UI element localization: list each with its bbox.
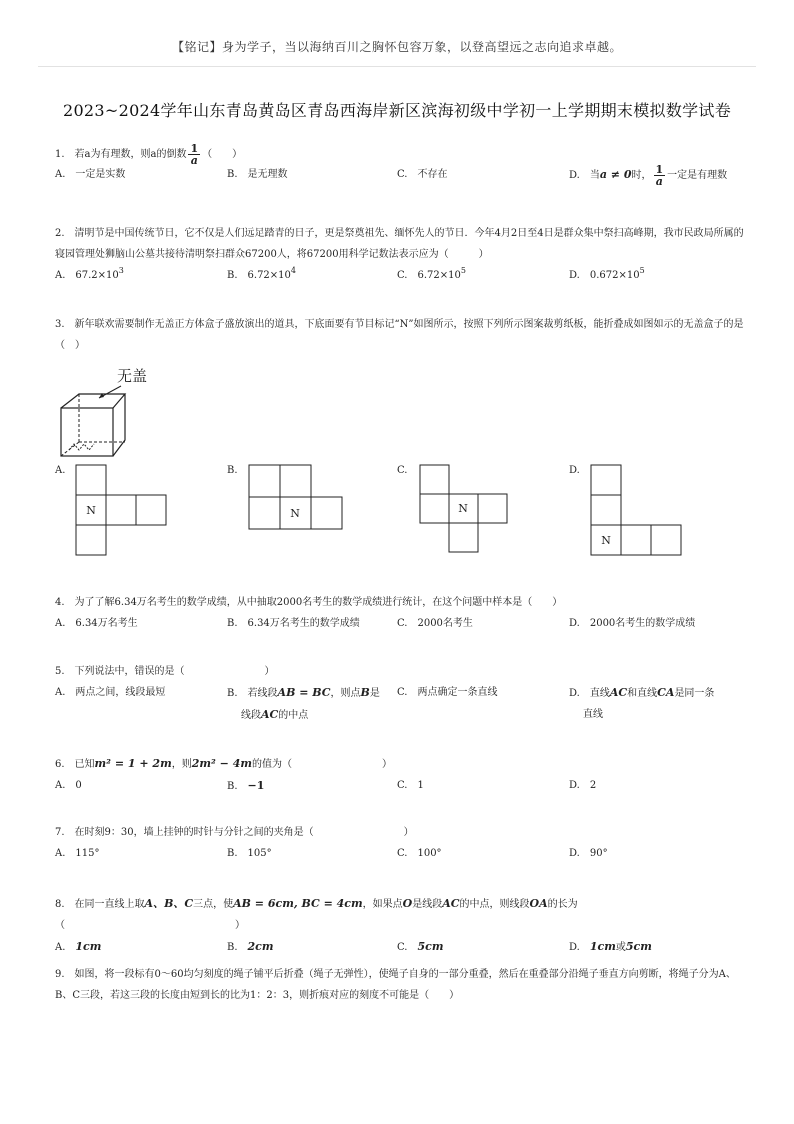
option-text: 一定是有理数 <box>667 170 728 181</box>
option-text: D. 0.672×10 <box>569 270 640 281</box>
question-stem <box>55 893 745 936</box>
exponent: 4 <box>290 266 296 275</box>
math-expr: AC <box>442 897 460 910</box>
math-expr: 5cm <box>625 940 652 953</box>
stem-text: ，则 <box>171 759 192 770</box>
option-b[interactable]: B. 是无理数 <box>227 169 288 180</box>
net-option-c[interactable] <box>419 464 515 556</box>
option-text: D. <box>569 942 590 953</box>
net-mark-n: N <box>458 502 468 515</box>
math-expr: 1cm <box>75 940 102 953</box>
option-c[interactable] <box>397 936 562 958</box>
option-text: 和直线 <box>627 688 658 699</box>
net-mark-n: N <box>290 507 300 520</box>
option-text: 直线 <box>583 709 603 720</box>
option-b[interactable] <box>227 775 392 797</box>
question-9 <box>55 964 745 1006</box>
option-d[interactable] <box>569 936 734 958</box>
options <box>55 682 745 726</box>
option-a[interactable]: A. 0 <box>55 780 82 791</box>
question-1 <box>55 143 745 186</box>
math-expr: 5cm <box>417 940 444 953</box>
option-b[interactable] <box>227 682 392 726</box>
option-text: C. <box>397 942 418 953</box>
option-a[interactable]: A. 一定是实数 <box>55 169 126 180</box>
box-top-edges <box>61 394 125 408</box>
net-mark-n: N <box>86 504 96 517</box>
math-expr: AB = BC <box>277 686 331 699</box>
math-expr: −1 <box>247 779 265 792</box>
stem-text: 6. 已知 <box>55 759 95 770</box>
box-front-face <box>61 408 113 456</box>
net-option-b[interactable] <box>248 464 348 534</box>
options <box>55 613 745 635</box>
question-4 <box>55 592 745 635</box>
option-text: 是 <box>369 688 380 699</box>
box-side-edges <box>113 394 125 456</box>
option-d[interactable] <box>569 164 734 187</box>
question-2 <box>55 223 745 287</box>
stem-text: 的中点，则线段 <box>459 899 530 910</box>
stem-text: （ ） <box>202 149 243 160</box>
option-b[interactable]: B. 105° <box>227 848 272 859</box>
question-stem: 3. 新年联欢需要制作无盖正方体盒子盛放演出的道具，下底面要有节目标记“N”如图所示，按照下列所示图案裁剪纸板，能折叠成如图如示的无盖盒子的是（ ） <box>55 319 744 351</box>
net-option-a[interactable] <box>75 464 171 560</box>
question-5 <box>55 661 745 726</box>
option-text: D. 直线 <box>569 688 610 699</box>
fraction-denominator: a <box>190 154 198 167</box>
option-text: 时， <box>631 170 652 181</box>
stem-text: 的值为（ ） <box>251 759 392 770</box>
figure-label-open-top: 无盖 <box>117 367 148 385</box>
math-expr: AC <box>609 686 628 699</box>
math-expr: m² = 1 + 2m <box>94 757 172 770</box>
option-text: 线段 <box>241 710 261 721</box>
stem-text: 1. 若a为有理数，则a的倒数 <box>55 149 187 160</box>
fraction-denominator: a <box>655 175 663 188</box>
question-stem: 2. 清明节是中国传统节日，它不仅是人们远足踏青的日子，更是祭奠祖先、缅怀先人的节日．今年4月2日至4日是群众集中祭扫高峰期，我市民政局所属的寝园管理处狮脑山公墓共接待清明祭扫群众67200人，将67200用科学记数法表示应为（ ） <box>55 228 744 260</box>
exam-title: 2023~2024学年山东青岛黄岛区青岛西海岸新区滨海初级中学初一上学期期末模拟数学试卷 <box>62 101 732 120</box>
options <box>55 843 745 865</box>
option-a-label[interactable]: A. <box>55 465 66 476</box>
option-a[interactable]: A. 6.34万名考生 <box>55 618 138 629</box>
option-text: 的中点 <box>278 710 309 721</box>
option-c-label[interactable]: C. <box>397 465 408 476</box>
options <box>55 265 745 287</box>
math-expr: AC <box>261 708 279 721</box>
net-option-d[interactable] <box>590 464 686 560</box>
option-text: C. 6.72×10 <box>397 270 461 281</box>
math-expr: 2m² − 4m <box>191 757 252 770</box>
option-b[interactable]: B. 6.34万名考生的数学成绩 <box>227 618 360 629</box>
option-text: ，则点 <box>330 688 361 699</box>
option-a[interactable] <box>55 265 220 286</box>
fraction-numerator: 1 <box>190 142 199 155</box>
stem-text: 三点，使 <box>193 899 234 910</box>
options <box>55 936 745 958</box>
question-stem: 4. 为了了解6.34万名考生的数学成绩，从中抽取2000名考生的数学成绩进行统计，在这个问题中样本是（ ） <box>55 597 563 608</box>
question-stem <box>55 753 745 775</box>
stem-text: ，如果点 <box>362 899 403 910</box>
option-d-label[interactable]: D. <box>569 465 580 476</box>
stem-text: 8. 在同一直线上取 <box>55 899 145 910</box>
option-b-label[interactable]: B. <box>227 465 238 476</box>
bottom-mark-n <box>69 444 94 450</box>
option-text: B. 6.72×10 <box>227 270 291 281</box>
options <box>55 775 745 797</box>
fraction <box>654 164 666 187</box>
option-a[interactable]: A. 两点之间，线段最短 <box>55 687 166 698</box>
fraction <box>188 143 200 166</box>
stem-text: 是线段 <box>412 899 443 910</box>
option-text: D. 当 <box>569 170 600 181</box>
math-expr: a ≠ 0 <box>599 168 632 181</box>
math-expr: 1cm <box>589 940 616 953</box>
header-divider <box>38 66 756 67</box>
question-stem: 5. 下列说法中，错误的是（ ） <box>55 666 275 677</box>
option-d[interactable] <box>569 265 734 286</box>
exponent: 5 <box>639 266 645 275</box>
option-b[interactable] <box>227 936 392 958</box>
option-d[interactable] <box>569 682 734 725</box>
open-box-figure <box>55 364 165 464</box>
option-d[interactable]: D. 90° <box>569 848 608 859</box>
exponent: 5 <box>460 266 466 275</box>
question-8 <box>55 893 745 958</box>
option-text: B. <box>227 781 248 792</box>
math-expr: A、B、C <box>144 897 194 910</box>
option-c[interactable]: C. 1 <box>397 780 424 791</box>
option-c[interactable]: C. 2000名考生 <box>397 618 473 629</box>
option-text: A. <box>55 942 76 953</box>
option-a[interactable]: A. 115° <box>55 848 100 859</box>
option-d[interactable]: D. 2 <box>569 780 597 791</box>
option-a[interactable] <box>55 936 220 958</box>
question-stem <box>55 143 745 166</box>
stem-text: 的长为（ ） <box>55 899 578 931</box>
option-c[interactable] <box>397 265 562 286</box>
option-c[interactable]: C. 不存在 <box>397 169 448 180</box>
option-text: 是同一条 <box>674 688 715 699</box>
option-text: A. 67.2×10 <box>55 270 119 281</box>
math-expr: AB = 6cm, BC = 4cm <box>233 897 363 910</box>
question-stem: 7. 在时刻9：30，墙上挂钟的时针与分针之间的夹角是（ ） <box>55 827 414 838</box>
options <box>55 164 745 186</box>
net-mark-n: N <box>601 534 611 547</box>
math-expr: O <box>402 897 413 910</box>
option-text: B. <box>227 942 248 953</box>
question-6 <box>55 753 745 797</box>
math-expr: CA <box>657 686 675 699</box>
option-text: B. 若线段 <box>227 688 278 699</box>
option-d[interactable]: D. 2000名考生的数学成绩 <box>569 618 696 629</box>
option-text: 或 <box>615 942 626 953</box>
fraction-numerator: 1 <box>655 163 664 176</box>
math-expr: B <box>360 686 370 699</box>
exponent: 3 <box>118 266 124 275</box>
math-expr: 2cm <box>247 940 274 953</box>
question-7 <box>55 822 745 865</box>
question-stem: 9. 如图，将一段标有0～60均匀刻度的绳子铺平后折叠（绳子无弹性），使绳子自身的一部分重叠，然后在重叠部分沿绳子垂直方向剪断，将绳子分为A、B、C三段，若这三段的长度由短到长的比为1：2：3，则折痕对应的刻度不可能是（ ） <box>55 969 736 1001</box>
motto: 【铭记】身为学子，当以海纳百川之胸怀包容万象，以登高望远之志向追求卓越。 <box>171 40 622 54</box>
option-c[interactable]: C. 100° <box>397 848 442 859</box>
option-b[interactable] <box>227 265 392 286</box>
option-c[interactable]: C. 两点确定一条直线 <box>397 687 498 698</box>
question-3 <box>55 314 745 356</box>
math-expr: OA <box>529 897 548 910</box>
